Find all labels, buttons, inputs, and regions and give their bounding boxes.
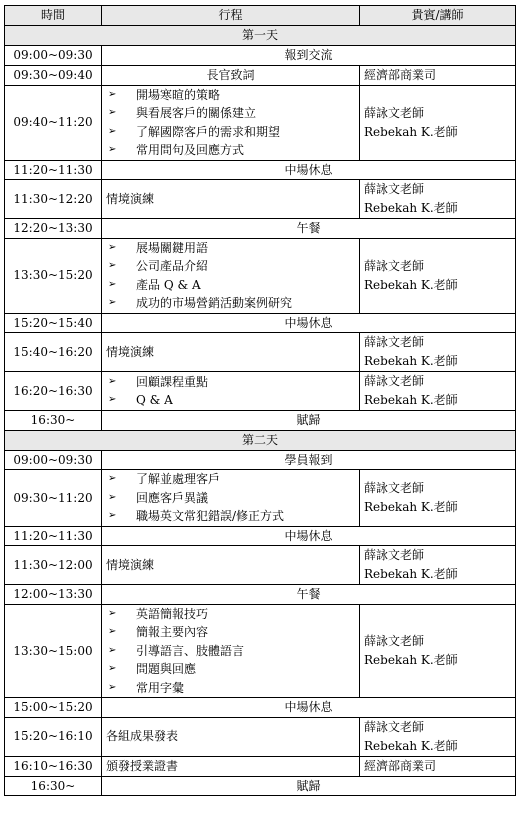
time-cell: 09:30~11:20 — [5, 470, 102, 527]
activity-cell — [102, 604, 360, 698]
header-row — [5, 6, 516, 26]
speaker-name: Rebekah K.老師 — [364, 738, 458, 753]
activity-cell: 情境演練 — [102, 180, 360, 219]
bullet-text: 成功的市場營銷活動案例研究 — [136, 296, 293, 310]
speaker-name: Rebekah K.老師 — [364, 567, 458, 581]
speaker-name: 經濟部商業司 — [364, 758, 437, 773]
bullet-text: 產品 Q & A — [136, 277, 201, 292]
bullet-text: 常用問句及回應方式 — [136, 143, 245, 157]
schedule-row — [5, 698, 516, 718]
time-cell: 16:10~16:30 — [5, 756, 102, 776]
time-cell: 12:00~13:30 — [5, 585, 102, 605]
speaker-name: 薛詠文老師 — [364, 633, 425, 648]
speaker-name: Rebekah K.老師 — [364, 277, 458, 292]
speaker-name: 薛詠文老師 — [364, 548, 425, 562]
header-time: 時間 — [5, 6, 102, 26]
speaker-name: Rebekah K.老師 — [364, 393, 458, 407]
bullet-item — [106, 257, 355, 276]
bullet-text: 公司產品介紹 — [136, 259, 209, 273]
speaker-cell — [360, 717, 516, 756]
time-cell: 09:00~09:30 — [5, 46, 102, 66]
activity-cell: 中場休息 — [102, 313, 516, 333]
arrow-bullet-icon: ➢ — [108, 241, 117, 253]
bullet-item — [106, 86, 355, 105]
time-cell: 16:30~ — [5, 776, 102, 796]
bullet-text: 與看展客戶的關係建立 — [136, 106, 257, 120]
schedule-row — [5, 604, 516, 698]
bullet-text: 職場英文常犯錯誤/修正方式 — [136, 509, 285, 523]
activity-cell: 情境演練 — [102, 333, 360, 372]
bullet-text: 簡報主要內容 — [136, 625, 209, 639]
bullet-item — [106, 276, 355, 295]
speaker-name: Rebekah K.老師 — [364, 499, 458, 514]
schedule-row — [5, 180, 516, 219]
activity-cell: 學員報到 — [102, 450, 516, 470]
activity-cell: 午餐 — [102, 219, 516, 239]
bullet-item — [106, 660, 355, 679]
day-row — [5, 26, 516, 46]
schedule-row — [5, 46, 516, 66]
speaker-name: 薛詠文老師 — [364, 335, 425, 349]
bullet-item — [106, 507, 355, 526]
schedule-row — [5, 85, 516, 160]
time-cell: 15:20~16:10 — [5, 717, 102, 756]
time-cell: 09:40~11:20 — [5, 85, 102, 160]
arrow-bullet-icon: ➢ — [108, 491, 117, 503]
speaker-cell — [360, 756, 516, 776]
schedule-row — [5, 546, 516, 585]
bullet-text: 展場關鍵用語 — [136, 240, 209, 255]
arrow-bullet-icon: ➢ — [108, 278, 117, 290]
speaker-name: 薛詠文老師 — [364, 480, 425, 495]
speaker-cell — [360, 238, 516, 313]
activity-cell: 賦歸 — [102, 776, 516, 796]
activity-cell: 中場休息 — [102, 160, 516, 180]
bullet-item — [106, 141, 355, 160]
activity-cell: 中場休息 — [102, 526, 516, 546]
header-speaker: 貴賓/講師 — [360, 6, 516, 26]
arrow-bullet-icon: ➢ — [108, 626, 117, 637]
day-row — [5, 430, 516, 450]
speaker-name: 薛詠文老師 — [364, 374, 425, 388]
arrow-bullet-icon: ➢ — [108, 375, 117, 387]
bullet-item — [106, 470, 355, 489]
time-cell: 12:20~13:30 — [5, 219, 102, 239]
header-agenda: 行程 — [102, 6, 360, 26]
speaker-name: 經濟部商業司 — [364, 67, 437, 82]
bullet-text: 引導語言、肢體語言 — [136, 643, 245, 658]
arrow-bullet-icon: ➢ — [108, 297, 117, 308]
activity-cell — [102, 372, 360, 411]
speaker-name: Rebekah K.老師 — [364, 124, 458, 139]
time-cell: 16:30~ — [5, 411, 102, 431]
schedule-row — [5, 411, 516, 431]
bullet-item — [106, 623, 355, 642]
arrow-bullet-icon: ➢ — [108, 394, 117, 405]
time-cell: 09:30~09:40 — [5, 65, 102, 85]
arrow-bullet-icon: ➢ — [108, 473, 117, 484]
schedule-row — [5, 717, 516, 756]
time-cell: 15:40~16:20 — [5, 333, 102, 372]
schedule-row — [5, 160, 516, 180]
bullet-item — [106, 123, 355, 142]
time-cell: 11:20~11:30 — [5, 160, 102, 180]
schedule-row — [5, 65, 516, 85]
schedule-row — [5, 526, 516, 546]
speaker-cell — [360, 65, 516, 85]
activity-cell: 長官致詞 — [102, 65, 360, 85]
schedule-row — [5, 219, 516, 239]
bullet-text: 了解並處理客戶 — [136, 472, 221, 486]
schedule-row — [5, 313, 516, 333]
time-cell: 11:30~12:20 — [5, 180, 102, 219]
speaker-name: 薛詠文老師 — [364, 105, 425, 120]
bullet-item — [106, 239, 355, 258]
day-title: 第一天 — [5, 26, 516, 46]
time-cell: 15:20~15:40 — [5, 313, 102, 333]
bullet-item — [106, 294, 355, 313]
schedule-row — [5, 756, 516, 776]
bullet-text: 常用字彙 — [136, 680, 185, 695]
speaker-name: 薛詠文老師 — [364, 258, 425, 273]
time-cell: 13:30~15:00 — [5, 604, 102, 698]
bullet-item — [106, 679, 355, 698]
schedule-row — [5, 238, 516, 313]
bullet-item — [106, 373, 355, 392]
time-cell: 15:00~15:20 — [5, 698, 102, 718]
activity-cell: 中場休息 — [102, 698, 516, 718]
arrow-bullet-icon: ➢ — [108, 260, 117, 271]
activity-cell: 報到交流 — [102, 46, 516, 66]
arrow-bullet-icon: ➢ — [108, 663, 117, 674]
time-cell: 11:30~12:00 — [5, 546, 102, 585]
activity-cell: 各組成果發表 — [102, 717, 360, 756]
arrow-bullet-icon: ➢ — [108, 510, 117, 521]
schedule-row — [5, 333, 516, 372]
bullet-item — [106, 489, 355, 508]
bullet-text: 英語簡報技巧 — [136, 606, 209, 621]
speaker-cell — [360, 470, 516, 527]
schedule-table — [4, 5, 516, 796]
bullet-text: 開場寒暄的策略 — [136, 87, 221, 102]
speaker-cell — [360, 372, 516, 411]
schedule-row — [5, 450, 516, 470]
speaker-cell — [360, 604, 516, 698]
schedule-row — [5, 585, 516, 605]
bullet-text: Q & A — [136, 393, 173, 407]
day-title: 第二天 — [5, 430, 516, 450]
time-cell: 11:20~11:30 — [5, 526, 102, 546]
speaker-cell — [360, 85, 516, 160]
speaker-name: 薛詠文老師 — [364, 182, 425, 196]
bullet-text: 回應客戶異議 — [136, 490, 209, 505]
arrow-bullet-icon: ➢ — [108, 607, 117, 619]
bullet-item — [106, 104, 355, 123]
bullet-item — [106, 605, 355, 624]
schedule-row — [5, 776, 516, 796]
arrow-bullet-icon: ➢ — [108, 681, 117, 693]
arrow-bullet-icon: ➢ — [108, 88, 117, 100]
activity-cell: 頒發授業證書 — [102, 756, 360, 776]
bullet-item — [106, 391, 355, 410]
time-cell: 09:00~09:30 — [5, 450, 102, 470]
arrow-bullet-icon: ➢ — [108, 107, 117, 118]
time-cell: 16:20~16:30 — [5, 372, 102, 411]
arrow-bullet-icon: ➢ — [108, 144, 117, 155]
speaker-name: Rebekah K.老師 — [364, 652, 458, 667]
schedule-row — [5, 470, 516, 527]
activity-cell: 午餐 — [102, 585, 516, 605]
speaker-name: Rebekah K.老師 — [364, 354, 458, 368]
speaker-name: Rebekah K.老師 — [364, 201, 458, 215]
schedule-row — [5, 372, 516, 411]
activity-cell — [102, 85, 360, 160]
arrow-bullet-icon: ➢ — [108, 644, 117, 656]
speaker-cell — [360, 546, 516, 585]
arrow-bullet-icon: ➢ — [108, 125, 117, 137]
time-cell: 13:30~15:20 — [5, 238, 102, 313]
activity-cell: 賦歸 — [102, 411, 516, 431]
bullet-text: 回顧課程重點 — [136, 374, 209, 389]
bullet-text: 了解國際客戶的需求和期望 — [136, 124, 281, 139]
speaker-cell — [360, 180, 516, 219]
activity-cell — [102, 238, 360, 313]
bullet-text: 問題與回應 — [136, 662, 197, 676]
activity-cell — [102, 470, 360, 527]
bullet-item — [106, 642, 355, 661]
speaker-cell — [360, 333, 516, 372]
activity-cell: 情境演練 — [102, 546, 360, 585]
speaker-name: 薛詠文老師 — [364, 719, 425, 734]
